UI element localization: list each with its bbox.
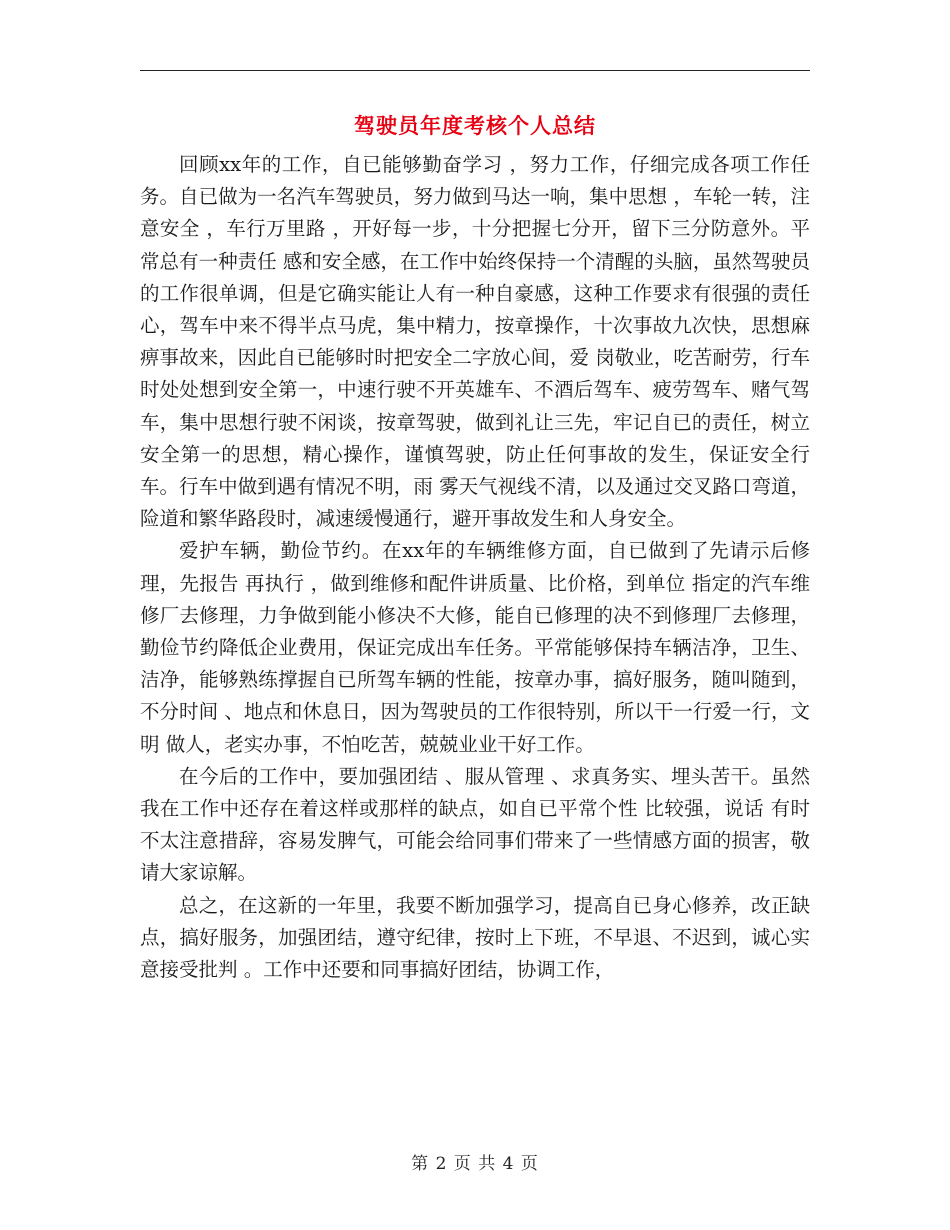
paragraph-vehicle-care: 爱护车辆，勤俭节约。在xx年的车辆维修方面，自已做到了先请示后修理，先报告 再执行 ，做到维修和配件讲质量、比价格，到单位 指定的汽车维修厂去修理，力争做到能小修决不大修，能自已修理的决不到修理厂去修理，勤俭节约降低企业费用，保证完成出车任务。平常能够保持车辆洁净，卫生、洁净，能够熟练撑握自已所驾车辆的性能，按章办事，搞好服务，随叫随到，不分时间 、地点和休息日，因为驾驶员的工作很特别，所以干一行爱一行，文明 做人，老实办事，不怕吃苦，兢兢业业干好工作。 xyxy=(140,539,810,756)
header-rule xyxy=(140,70,810,71)
page-number-footer: 第 2 页 共 4 页 xyxy=(411,1154,539,1174)
paragraph-future-work: 在今后的工作中，要加强团结 、服从管理 、求真务实、埋头苦干。虽然我在工作中还存在着这样或那样的缺点，如自已平常个性 比较强，说话 有时不太注意措辞，容易发脾气，可能会给同事们带来了一些情感方面的损害，敬请大家谅解。 xyxy=(140,764,810,885)
paragraph-safety: 回顾xx年的工作，自已能够勤奋学习 ，努力工作，仔细完成各项工作任务。自已做为一名汽车驾驶员，努力做到马达一响，集中思想 ，车轮一转，注意安全 ，车行万里路 ，开好每一步，十分把握七分开，留下三分防意外。平常总有一种责任 感和安全感，在工作中始终保持一个清醒的头脑，虽然驾驶员的工作很单调，但是它确实能让人有一种自豪感，这种工作要求有很强的责任心，驾车中来不得半点马虎，集中精力，按章操作，十次事故九次快，思想麻痹事故来，因此自已能够时时把安全二字放心间，爱 岗敬业，吃苦耐劳，行车时处处想到安全第一，中速行驶不开英雄车、不酒后驾车、疲劳驾车、赌气驾车，集中思想行驶不闲谈，按章驾驶，做到礼让三先，牢记自已的责任，树立安全第一的思想，精心操作，谨慎驾驶，防止任何事故的发生，保证安全行车。行车中做到遇有情况不明，雨 雾天气视线不清，以及通过交叉路口弯道，险道和繁华路段时，减速缓慢通行，避开事故发生和人身安全。 xyxy=(140,153,810,531)
paragraph-conclusion: 总之，在这新的一年里，我要不断加强学习，提高自已身心修养，改正缺点，搞好服务，加强团结，遵守纪律，按时上下班，不早退、不迟到，诚心实意接受批判 。工作中还要和同事搞好团结，协调工作， xyxy=(140,893,810,982)
document-title: 驾驶员年度考核个人总结 xyxy=(354,113,596,138)
document-body xyxy=(140,149,810,986)
